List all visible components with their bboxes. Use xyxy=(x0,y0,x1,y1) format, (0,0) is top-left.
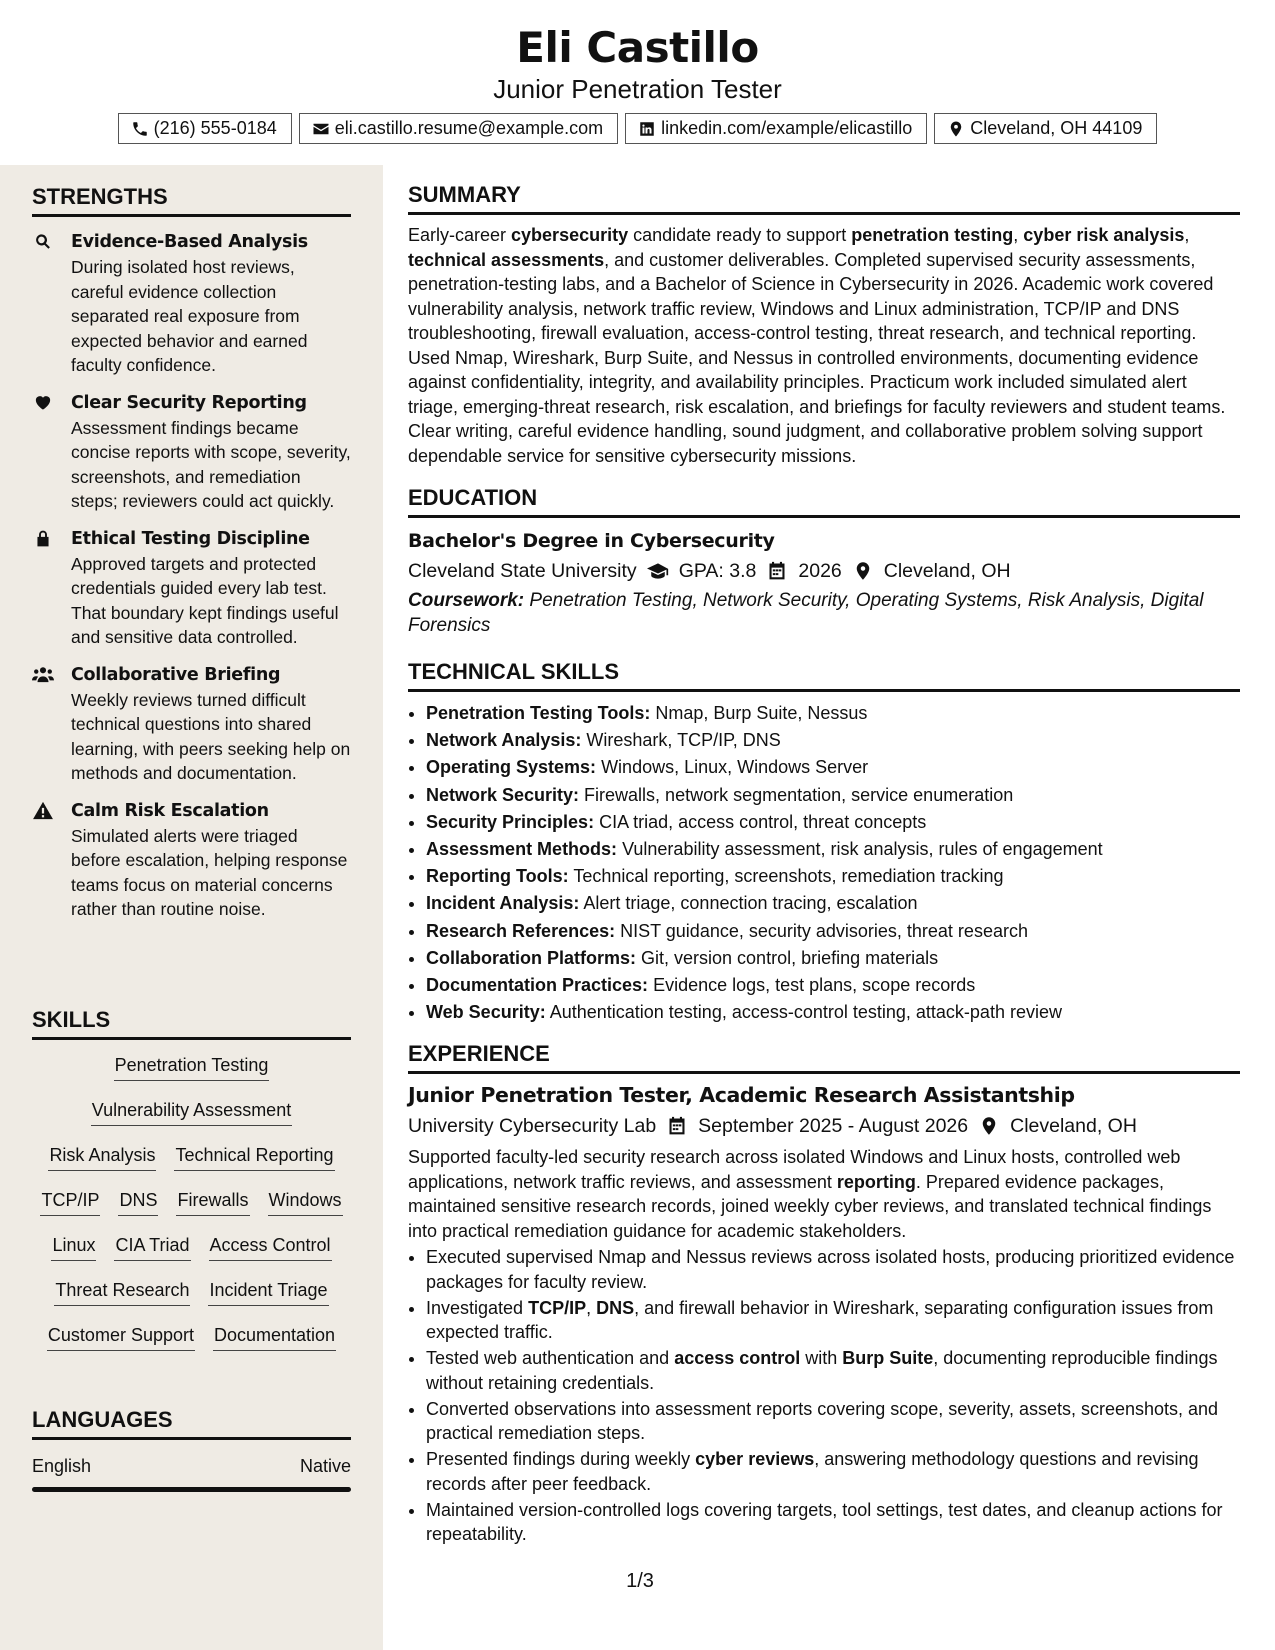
heart-icon xyxy=(32,393,54,412)
candidate-name: Eli Castillo xyxy=(516,23,759,72)
page-number: 1/3 xyxy=(626,1570,654,1592)
strength-text: During isolated host reviews, careful evidence collection separated real exposure from expected behavior and earned faculty confidence. xyxy=(71,257,308,375)
summary-section xyxy=(408,181,1240,468)
map-pin-icon xyxy=(852,561,874,581)
list-item xyxy=(426,782,1240,809)
strength-text: Weekly reviews turned difficult technical questions into shared learning, with peers seeking help on methods and documentation. xyxy=(71,689,351,783)
languages-heading: LANGUAGES xyxy=(32,1406,351,1440)
skill-category: Collaboration Platforms: xyxy=(426,947,637,968)
skill-tag: Customer Support xyxy=(47,1323,195,1351)
strength-text: Assessment findings became concise reports with scope, severity, screenshots, and remediation steps; reviewers could act quickly. xyxy=(71,417,351,511)
job-meta xyxy=(408,1111,1240,1141)
graduation-cap-icon xyxy=(647,561,669,581)
strength-text: Approved targets and protected credentials guided every lab test. That boundary kept findings useful and sensitive data controlled. xyxy=(71,553,339,647)
strength-item xyxy=(32,798,351,922)
language-level: Native xyxy=(299,1456,351,1476)
job-location: Cleveland, OH xyxy=(1010,1115,1137,1137)
lock-icon xyxy=(32,529,54,548)
strength-title: Clear Security Reporting xyxy=(71,392,307,413)
coursework-list: Penetration Testing, Network Security, Operating Systems, Risk Analysis, Digital Forensics xyxy=(408,590,1204,636)
skill-category: Web Security: xyxy=(426,1002,546,1023)
list-item: • Tested web authentication and access control with Burp Suite, documenting reproducible findings without retaining credentials. xyxy=(426,1346,1240,1395)
skill-tag: Firewalls xyxy=(176,1188,249,1216)
strength-title: Collaborative Briefing xyxy=(71,664,281,685)
summary-text: Early-career cybersecurity candidate ready to support penetration testing, cyber risk analysis, technical assessments, and customer deliverables. Completed supervised security assessments, penetration-testing labs, and a Bachelor of Science in Cybersecurity in 2026. Academic work covered vulnerability analysis, network traffic review, Windows and Linux administration, TCP/IP and DNS troubleshooting, firewall evaluation, access-control testing, threat research, and technical reporting. Used Nmap, Wireshark, Burp Suite, and Nessus in controlled environments, documenting evidence against confidentiality, integrity, and availability principles. Practicum work included simulated alert triage, emerging-threat research, risk escalation, and briefings for faculty reviewers and student teams. Clear writing, careful evidence handling, sound judgment, and collaborative problem solving support dependable service for sensitive cybersecurity missions. xyxy=(408,225,1226,466)
skill-tag: CIA Triad xyxy=(114,1233,190,1261)
warning-icon xyxy=(32,801,54,820)
skill-tag: Threat Research xyxy=(54,1278,190,1306)
skill-tag: TCP/IP xyxy=(40,1188,100,1216)
language-proficiency-bar xyxy=(32,1487,351,1492)
skill-category: Assessment Methods: xyxy=(426,839,618,860)
list-item xyxy=(426,999,1240,1026)
skill-values: CIA triad, access control, threat concepts xyxy=(594,811,927,832)
skill-values: Alert triage, connection tracing, escalation xyxy=(579,893,918,914)
job-bullets xyxy=(408,1245,1240,1547)
summary-heading: SUMMARY xyxy=(408,181,1240,215)
technical-skills-heading: TECHNICAL SKILLS xyxy=(408,658,1240,692)
skill-tag: Linux xyxy=(51,1233,96,1261)
skill-values: Windows, Linux, Windows Server xyxy=(596,757,869,778)
list-item xyxy=(426,700,1240,727)
language-name: English xyxy=(32,1456,92,1476)
school-name: Cleveland State University xyxy=(408,560,637,582)
strength-item xyxy=(32,229,351,378)
employer: University Cybersecurity Lab xyxy=(408,1115,657,1137)
list-item: • Maintained version-controlled logs covering targets, tool settings, test dates, and cleanup actions for repeatability. xyxy=(426,1498,1240,1547)
skill-tag: Risk Analysis xyxy=(48,1143,156,1171)
skill-category: Network Security: xyxy=(426,784,580,805)
skill-category: Operating Systems: xyxy=(426,757,597,778)
skill-category: Penetration Testing Tools: xyxy=(426,703,651,723)
skill-tag: Penetration Testing xyxy=(114,1053,270,1081)
strength-title: Ethical Testing Discipline xyxy=(71,528,310,549)
list-item xyxy=(426,945,1240,972)
skill-tag: Access Control xyxy=(209,1233,332,1261)
skill-values: Git, version control, briefing materials xyxy=(636,947,939,968)
education-meta xyxy=(408,556,1240,586)
strength-title: Evidence-Based Analysis xyxy=(71,232,308,252)
education-section xyxy=(408,484,1240,638)
map-pin-icon xyxy=(978,1116,1000,1136)
language-row xyxy=(32,1454,351,1478)
job-description: Supported faculty-led security research across isolated Windows and Linux hosts, controlled web applications, network traffic reviews, and assessment reporting. Prepared evidence packages, maintained sensitive research records, joined weekly cyber reviews, and translated technical findings into practical remediation guidance for academic stakeholders. xyxy=(408,1147,1212,1241)
strength-item xyxy=(32,662,351,786)
contact-email-text: eli.castillo.resume@example.com xyxy=(334,118,604,138)
technical-skills-list xyxy=(408,700,1240,1026)
calendar-icon xyxy=(766,561,788,581)
skill-values: NIST guidance, security advisories, threat research xyxy=(615,920,1028,941)
experience-section xyxy=(408,1040,1240,1548)
degree-title: Bachelor's Degree in Cybersecurity xyxy=(408,530,775,552)
technical-skills-section xyxy=(408,658,1240,1026)
skill-values: Wireshark, TCP/IP, DNS xyxy=(581,730,781,751)
skill-tag: Incident Triage xyxy=(208,1278,328,1306)
coursework xyxy=(408,589,1240,638)
strength-text: Simulated alerts were triaged before escalation, helping response teams focus on material concerns rather than routine noise. xyxy=(71,825,348,919)
list-item xyxy=(426,754,1240,781)
skill-tag: Windows xyxy=(268,1188,343,1216)
skill-category: Network Analysis: xyxy=(426,730,582,751)
contact-linkedin[interactable] xyxy=(625,113,927,144)
contact-bar xyxy=(0,113,1275,144)
education-heading: EDUCATION xyxy=(408,484,1240,518)
contact-location-text: Cleveland, OH 44109 xyxy=(970,118,1143,138)
strength-title: Calm Risk Escalation xyxy=(71,800,269,821)
skill-category: Security Principles: xyxy=(426,811,595,832)
list-item xyxy=(426,972,1240,999)
contact-phone[interactable] xyxy=(118,113,292,144)
list-item xyxy=(426,727,1240,754)
candidate-title: Junior Penetration Tester xyxy=(493,74,782,104)
skill-values: Vulnerability assessment, risk analysis, rules of engagement xyxy=(617,839,1103,860)
skill-category: Research References: xyxy=(426,920,616,941)
users-icon xyxy=(32,665,54,684)
skill-values: Firewalls, network segmentation, service enumeration xyxy=(579,784,1014,805)
school-location: Cleveland, OH xyxy=(883,560,1011,582)
skill-tag: Vulnerability Assessment xyxy=(91,1098,292,1126)
map-pin-icon xyxy=(947,120,965,138)
strengths-section xyxy=(32,183,351,922)
skill-category: Documentation Practices: xyxy=(426,975,649,996)
list-item: • Investigated TCP/IP, DNS, and firewall behavior in Wireshark, separating configuration issues from expected traffic. xyxy=(426,1296,1240,1345)
job-title: Junior Penetration Tester, Academic Research Assistantship xyxy=(408,1083,1075,1107)
job-dates: September 2025 - August 2026 xyxy=(698,1115,969,1137)
skill-values: Authentication testing, access-control testing, attack-path review xyxy=(545,1002,1062,1023)
skill-tag-list xyxy=(32,1053,351,1368)
languages-section xyxy=(32,1406,351,1492)
list-item: • Converted observations into assessment reports covering scope, severity, assets, screenshots, and practical remediation steps. xyxy=(426,1397,1240,1446)
graduation-year: 2026 xyxy=(798,560,842,582)
skill-tag: Technical Reporting xyxy=(174,1143,334,1171)
phone-icon xyxy=(131,120,149,138)
contact-linkedin-text: linkedin.com/example/elicastillo xyxy=(661,118,913,138)
strength-item xyxy=(32,390,351,514)
list-item: • Presented findings during weekly cyber reviews, answering methodology questions and revising records after peer feedback. xyxy=(426,1447,1240,1496)
list-item xyxy=(426,836,1240,863)
skill-values: Evidence logs, test plans, scope records xyxy=(648,975,976,996)
skill-tag: Documentation xyxy=(213,1323,336,1351)
envelope-icon xyxy=(312,120,330,138)
skills-section xyxy=(32,1006,351,1368)
gpa: GPA: 3.8 xyxy=(678,560,757,582)
experience-heading: EXPERIENCE xyxy=(408,1040,1240,1074)
skill-values: Technical reporting, screenshots, remediation tracking xyxy=(568,866,1004,887)
strengths-heading: STRENGTHS xyxy=(32,183,351,217)
list-item xyxy=(426,809,1240,836)
list-item xyxy=(426,863,1240,890)
skill-category: Reporting Tools: xyxy=(426,866,569,887)
list-item xyxy=(426,890,1240,917)
contact-location xyxy=(934,113,1157,144)
linkedin-icon xyxy=(638,120,656,138)
skill-category: Incident Analysis: xyxy=(426,893,580,914)
coursework-label: Coursework: xyxy=(408,590,525,611)
skill-tag: DNS xyxy=(118,1188,158,1216)
magnifier-icon xyxy=(32,232,54,251)
skills-heading: SKILLS xyxy=(32,1006,351,1040)
skill-values: Nmap, Burp Suite, Nessus xyxy=(650,703,868,723)
contact-email[interactable] xyxy=(299,113,618,144)
strength-item xyxy=(32,526,351,650)
calendar-icon xyxy=(666,1116,688,1136)
contact-phone-text: (216) 555-0184 xyxy=(153,118,277,138)
list-item: • Executed supervised Nmap and Nessus reviews across isolated hosts, producing prioritized evidence packages for faculty review. xyxy=(426,1245,1240,1294)
list-item xyxy=(426,918,1240,945)
